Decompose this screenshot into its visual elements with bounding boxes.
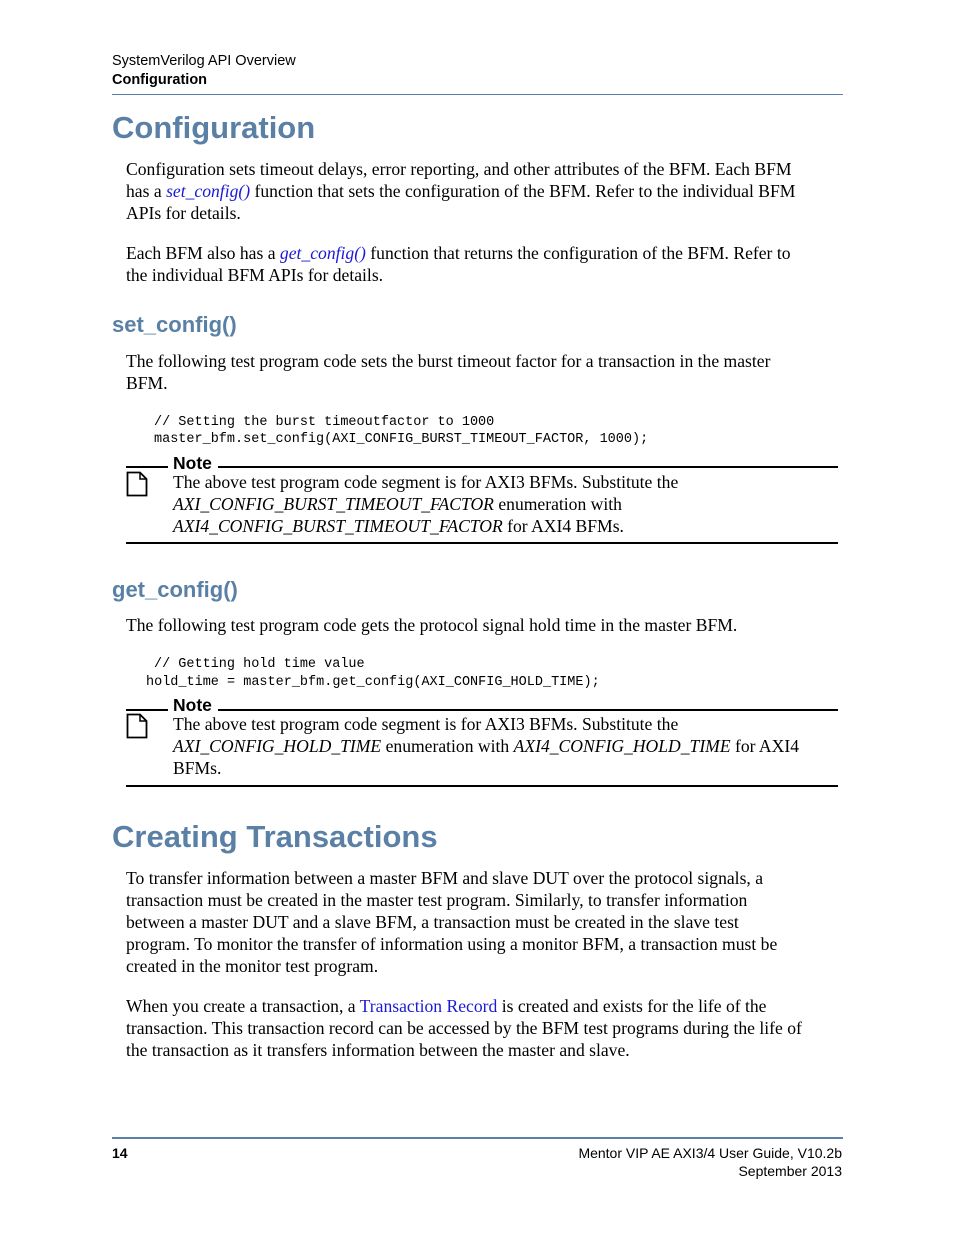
text-line: between a master DUT and a slave BFM, a transaction must be created in the slave test: [126, 912, 739, 932]
get-config-code-comment: // Getting hold time value: [154, 657, 365, 672]
enum-name: AXI4_CONFIG_BURST_TIMEOUT_FACTOR: [173, 516, 503, 536]
note-body: [173, 471, 841, 537]
text-span: for AXI4: [730, 736, 800, 756]
note-title: Note: [173, 453, 212, 473]
text-span: enumeration with: [493, 494, 622, 514]
text-span: function that returns the configuration of the BFM. Refer to: [365, 243, 791, 263]
text-line: the transaction as it transfers information between the master and slave.: [126, 1040, 630, 1060]
note-rule-left: [126, 466, 168, 468]
set-config-code-comment: // Setting the burst timeoutfactor to 1000: [154, 415, 495, 430]
text-line: The above test program code segment is for AXI3 BFMs. Substitute the: [173, 714, 679, 734]
transaction-record-link[interactable]: Transaction Record: [359, 996, 498, 1016]
text-line: [173, 515, 841, 537]
text-span: for AXI4 BFMs.: [502, 516, 624, 536]
text-line: [126, 242, 842, 264]
text-line: The following test program code gets the protocol signal hold time in the master BFM.: [126, 615, 738, 635]
text-span: Each BFM also has a: [126, 243, 280, 263]
text-line: The above test program code segment is for AXI3 BFMs. Substitute the: [173, 472, 679, 492]
configuration-paragraph-2: [126, 242, 842, 286]
text-span: When you create a transaction, a: [126, 996, 360, 1016]
note-rule-left: [126, 709, 168, 711]
note-rule-right: [218, 709, 838, 711]
note-title: Note: [173, 695, 212, 715]
note-bottom-rule: [126, 542, 838, 544]
footer-doc-title: Mentor VIP AE AXI3/4 User Guide, V10.2b: [578, 1145, 842, 1161]
creating-transactions-paragraph-1: [126, 867, 842, 977]
text-line: [126, 995, 842, 1017]
text-line: BFMs.: [173, 758, 222, 778]
heading-get-config: get_config(): [112, 577, 238, 602]
creating-transactions-paragraph-2: [126, 995, 842, 1061]
text-line: The following test program code sets the burst timeout factor for a transaction in the master: [126, 351, 771, 371]
text-line: program. To monitor the transfer of information using a monitor BFM, a transaction must be: [126, 934, 778, 954]
running-header-section: Configuration: [112, 72, 208, 88]
note-page-icon: [126, 471, 148, 497]
text-line: the individual BFM APIs for details.: [126, 265, 384, 285]
text-span: is created and exists for the life of the: [497, 996, 767, 1016]
text-line: Configuration sets timeout delays, error reporting, and other attributes of the BFM. Each BFM: [126, 159, 792, 179]
heading-configuration: Configuration: [112, 110, 316, 145]
text-line: created in the monitor test program.: [126, 956, 379, 976]
set-config-paragraph: [126, 350, 842, 394]
text-span: function that sets the configuration of the BFM. Refer to the individual BFM: [250, 181, 796, 201]
text-span: enumeration with: [381, 736, 514, 756]
enum-name: AXI_CONFIG_HOLD_TIME: [173, 736, 382, 756]
text-line: transaction must be created in the master test program. Similarly, to transfer information: [126, 890, 748, 910]
enum-name: AXI4_CONFIG_HOLD_TIME: [513, 736, 731, 756]
text-line: [126, 180, 842, 202]
set-config-code-statement: master_bfm.set_config(AXI_CONFIG_BURST_TIMEOUT_FACTOR, 1000);: [154, 432, 649, 447]
configuration-paragraph-1: [126, 158, 842, 224]
note-page-icon: [126, 713, 148, 739]
note-body: [173, 713, 841, 779]
note-rule-right: [218, 466, 838, 468]
text-line: BFM.: [126, 373, 168, 393]
page-number: 14: [112, 1145, 128, 1161]
get-config-code-statement: hold_time = master_bfm.get_config(AXI_CONFIG_HOLD_TIME);: [146, 675, 600, 690]
text-span: has a: [126, 181, 167, 201]
get-config-paragraph: [126, 614, 842, 636]
heading-set-config: set_config(): [112, 312, 237, 337]
heading-creating-transactions: Creating Transactions: [112, 819, 438, 854]
footer-rule: [112, 1137, 843, 1139]
enum-name: AXI_CONFIG_BURST_TIMEOUT_FACTOR: [173, 494, 494, 514]
note-bottom-rule: [126, 785, 838, 787]
set-config-link[interactable]: set_config(): [166, 181, 251, 201]
text-line: To transfer information between a master BFM and slave DUT over the protocol signals, a: [126, 868, 764, 888]
text-line: transaction. This transaction record can be accessed by the BFM test programs during the life of: [126, 1018, 802, 1038]
text-line: APIs for details.: [126, 203, 241, 223]
text-line: [173, 493, 841, 515]
running-header-chapter: SystemVerilog API Overview: [112, 53, 296, 69]
header-rule: [112, 94, 843, 95]
text-line: [173, 735, 841, 757]
footer-date: September 2013: [738, 1163, 842, 1179]
get-config-link[interactable]: get_config(): [279, 243, 366, 263]
